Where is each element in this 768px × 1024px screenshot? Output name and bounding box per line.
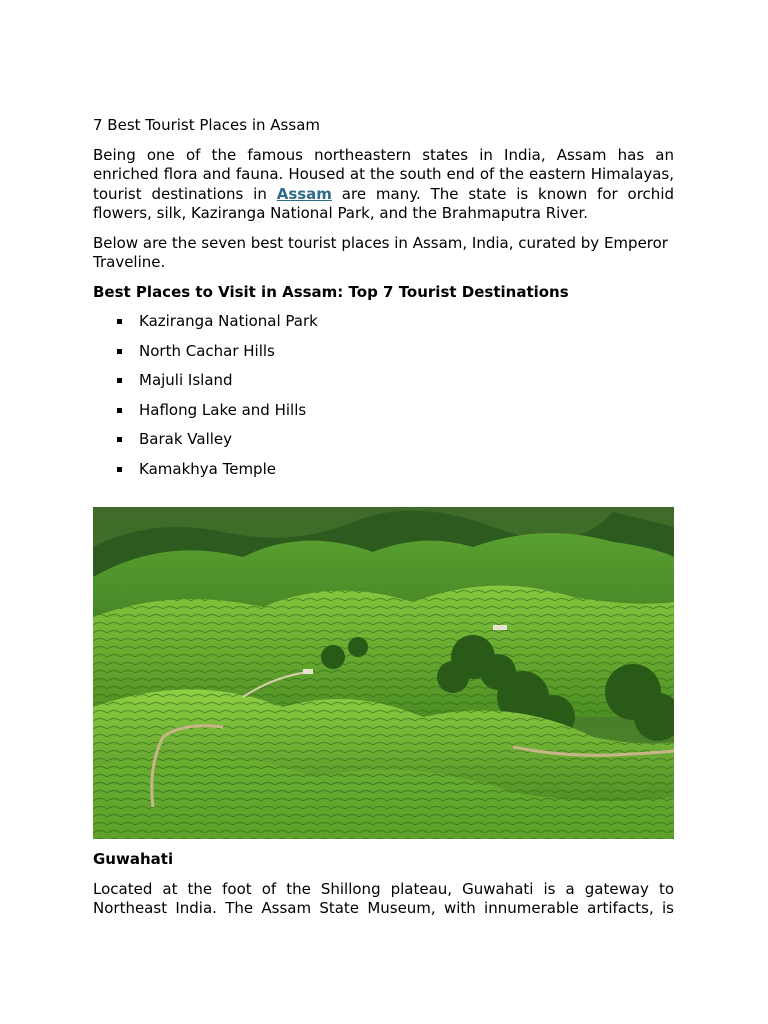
bullet-icon: [117, 408, 122, 413]
list-item: [93, 401, 674, 421]
place-label: Majuli Island: [139, 371, 233, 389]
curated-paragraph: [93, 234, 674, 273]
intro-text-before: Being one of the famous northeastern states in India, Assam has an enriched flora and fauna. Housed at the south end of the eastern Himalayas, tourist destinations in: [93, 145, 674, 203]
list-item: [93, 430, 674, 450]
curated-line-1: Below are the seven best tourist places in Assam, India, curated by Emperor: [93, 233, 668, 252]
document-body: [93, 116, 674, 489]
bullet-icon: [117, 437, 122, 442]
bullet-icon: [117, 467, 122, 472]
section-paragraph: Located at the foot of the Shillong plateau, Guwahati is a gateway to Northeast India. The Assam State Museum, with innumerable artifacts, is: [93, 879, 674, 917]
place-label: Haflong Lake and Hills: [139, 400, 307, 419]
list-item: [93, 312, 674, 332]
place-label: Kaziranga National Park: [139, 312, 318, 330]
bullet-icon: [117, 319, 122, 324]
places-subheading: Best Places to Visit in Assam: Top 7 Tourist Destinations: [93, 282, 569, 301]
intro-paragraph: [93, 146, 674, 224]
bullet-icon: [117, 349, 122, 354]
tea-garden-photo: [93, 507, 674, 839]
place-label: Kamakhya Temple: [139, 459, 276, 478]
assam-link[interactable]: Assam: [276, 184, 332, 203]
guwahati-section: [93, 850, 674, 919]
list-item: [93, 371, 674, 391]
page-title: 7 Best Tourist Places in Assam: [93, 116, 320, 134]
place-label: Barak Valley: [139, 430, 233, 448]
bullet-icon: [117, 378, 122, 383]
intro-text-after: are many. The state is known for orchid flowers, silk, Kaziranga National Park, and the Brahmaputra River.: [93, 184, 675, 222]
place-label: North Cachar Hills: [139, 341, 275, 360]
section-heading: Guwahati: [93, 850, 174, 868]
curated-line-2: Traveline.: [93, 253, 166, 271]
list-item: [93, 460, 674, 480]
list-item: [93, 342, 674, 362]
places-list: [93, 312, 674, 479]
